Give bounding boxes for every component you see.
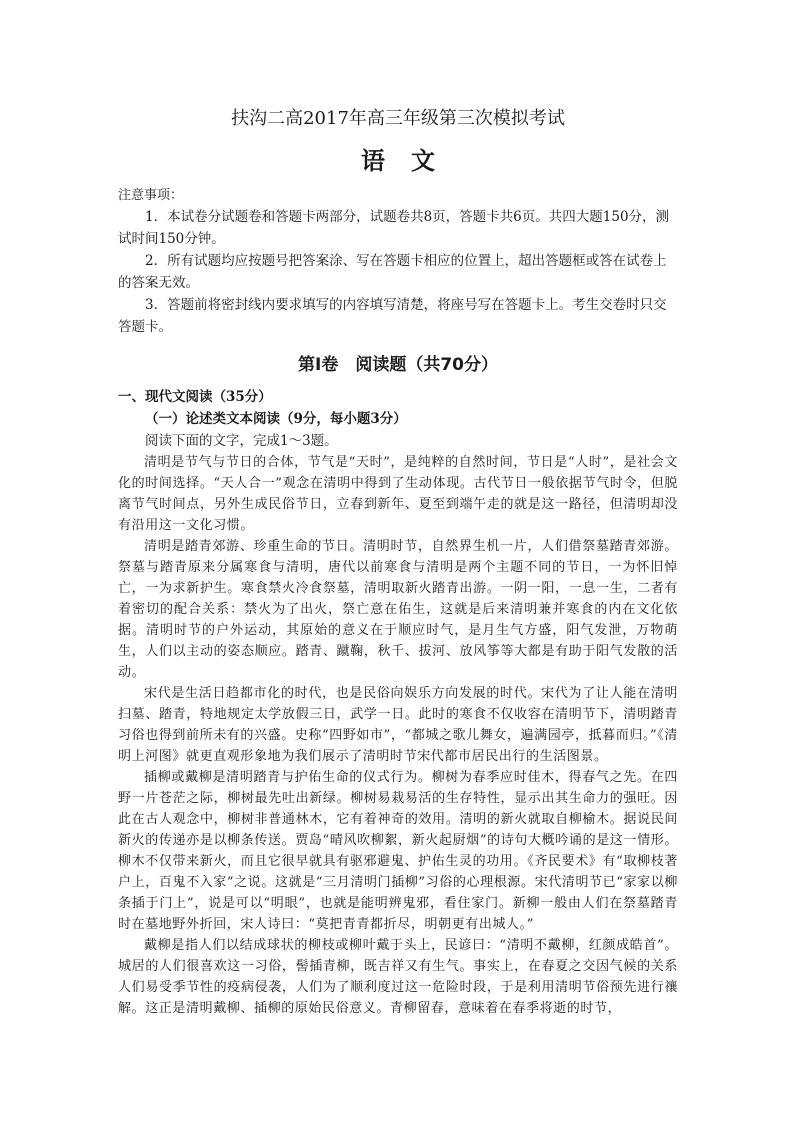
exam-title: 扶沟二高2017年高三年级第三次模拟考试 [231,108,565,129]
notice-item-1: 1．本试卷分试题卷和答题卡两部分，试题卷共8页，答题卡共6页。共四大题150分，测试时间150分钟。 [118,209,670,247]
reading-passage [118,452,678,1019]
part-heading: 一、现代文阅读（35分） [118,389,272,405]
exam-page [118,106,678,1019]
sub-heading: （一）论述类文本阅读（9分，每小题3分） [145,411,407,427]
notice-item-3: 3．答题前将密封线内要求填写的内容填写清楚，将座号写在答题卡上。考生交卷时只交答题卡。 [118,297,667,335]
passage-paragraph-4: 插柳或戴柳是清明踏青与护佑生命的仪式行为。柳树为春季应时佳木，得春气之先。在四野一片苍茫之际，柳树最先吐出新绿。柳树易栽易活的生存特性，显示出其生命力的强旺。因此在古人观念中，柳树非普通林木，它有着神奇的效用。清明的新火就取自柳榆木。据说民间新火的传递亦是以柳条传送。贾岛“晴风吹柳絮，新火起厨烟”的诗句大概吟诵的是这一情形。柳木不仅带来新火，而且它很早就具有驱邪避鬼、护佑生灵的功用。《齐民要术》有“取柳枝著户上，百鬼不入家”之说。这就是“三月清明门插柳”习俗的心理根源。宋代清明节已“家家以柳条插于门上”，说是可以“明眼”，也就是能明辨鬼邪，看住家门。新柳一般由人们在祭墓踏青时在墓地野外折回，宋人诗曰：“莫把青青都折尽，明朝更有出城人。” [118,770,678,932]
notice-heading: 注意事项： [118,188,184,203]
notice-block [118,186,678,338]
section-title: 第Ⅰ卷 阅读题（共70分） [298,355,498,375]
passage-paragraph-3: 宋代是生活日趋都市化的时代，也是民俗向娱乐方向发展的时代。宋代为了让人能在清明扫墓、踏青，特地规定太学放假三日，武学一日。此时的寒食不仅收容在清明节下，清明踏青习俗也得到前所未有的兴盛。史称“四野如市”，“都城之歌儿舞女，遍满园亭，抵暮而归。”《清明上河图》就更直观形象地为我们展示了清明时节宋代都市居民出行的生活图景。 [118,686,678,764]
passage-paragraph-1: 清明是节气与节日的合体，节气是“天时”，是纯粹的自然时间，节日是“人时”，是社会文化的时间选择。“天人合一”观念在清明中得到了生动体现。古代节日一般依据节气时令，但脱离节气时间点，另外生成民俗节日，立春到新年、夏至到端午走的就是这一路径，但清明却没有沿用这一文化习惯。 [118,455,678,533]
passage-paragraph-5: 戴柳是指人们以结成球状的柳枝或柳叶戴于头上，民谚曰：“清明不戴柳，红颜成皓首”。城居的人们很喜欢这一习俗，髻插青柳，既吉祥又有生气。事实上，在春夏之交因气候的关系人们易受季节性的疫病侵袭，人们为了顺利度过这一危险时段，于是利用清明节俗预先进行禳解。这正是清明戴柳、插柳的原始民俗意义。青柳留春，意味着在春季将逝的时节， [118,938,678,1016]
reading-instruction: 阅读下面的文字，完成1～3题。 [145,433,338,449]
passage-paragraph-2: 清明是踏青郊游、珍重生命的节日。清明时节，自然界生机一片，人们借祭墓踏青郊游。祭墓与踏青原来分属寒食与清明，唐代以前寒食与清明是两个主题不同的节日，一为怀旧悼亡，一为求新护生。寒食禁火冷食祭墓，清明取新火踏青出游。一阴一阳，一息一生，二者有着密切的配合关系：禁火为了出火，祭亡意在佑生，这就是后来清明兼并寒食的内在文化依据。清明时节的户外运动，其原始的意义在于顺应时气，是月生气方盛，阳气发泄，万物萌生，人们以主动的姿态顺应。踏青、蹴鞠，秋千、拔河、放风筝等大都是有助于阳气发散的活动。 [118,539,678,680]
notice-item-2: 2．所有试题均应按题号把答案涂、写在答题卡相应的位置上，超出答题框或答在试卷上的答案无效。 [118,253,667,291]
subject-title: 语文 [361,146,461,175]
